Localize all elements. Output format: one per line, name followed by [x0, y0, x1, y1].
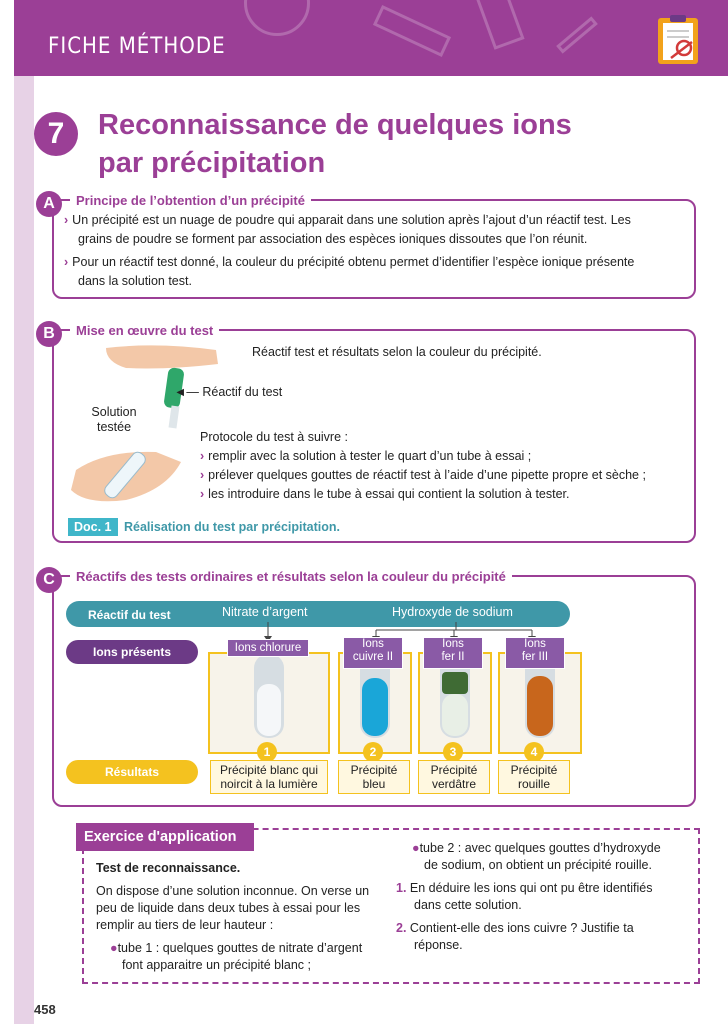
reagent-header: Réactif du test — [88, 608, 171, 622]
exercise-tube2-line1: tube 2 : avec quelques gouttes d’hydroxyde — [419, 841, 661, 855]
section-b-caption: Réactif test et résultats selon la couleur du précipité. — [252, 345, 542, 359]
result-4-line1: Précipité — [510, 763, 558, 777]
exercise-tube1-line1: tube 1 : quelques gouttes de nitrate d’argent — [117, 941, 363, 955]
question-2-line2: réponse. — [414, 938, 463, 952]
reagent-sodium-hydroxide: Hydroxyde de sodium — [392, 605, 513, 619]
exercise-left — [96, 860, 386, 974]
reagent-silver-nitrate: Nitrate d’argent — [222, 605, 308, 619]
question-1-line2: dans cette solution. — [414, 898, 522, 912]
result-2-line2: bleu — [362, 777, 386, 791]
question-2-number: 2. — [396, 921, 407, 935]
bullet-icon: ● — [412, 841, 420, 855]
question-1-number: 1. — [396, 881, 407, 895]
reagent-label — [174, 383, 282, 402]
protocol-step-3: les introduire dans le tube à essai qui contient la solution à tester. — [208, 487, 570, 501]
result-num-4: 4 — [524, 742, 544, 762]
ion-label-1-text: Ions chlorure — [234, 642, 302, 654]
doc-caption: Réalisation du test par précipitation. — [124, 520, 341, 534]
section-a-badge: A — [36, 191, 62, 217]
exercise-intro-2: peu de liquide dans deux tubes à essai pour les — [96, 901, 361, 915]
title-line-2: par précipitation — [98, 147, 326, 179]
bullet-icon: ● — [110, 941, 118, 955]
result-1 — [210, 760, 328, 794]
result-4-line2: rouille — [517, 777, 550, 791]
question-2-line1: Contient-elle des ions cuivre ? Justifie ta — [409, 921, 634, 935]
result-3 — [418, 760, 490, 794]
exercise-tab: Exercice d'application — [76, 823, 254, 851]
exercise-tube2-line2: de sodium, on obtient un précipité rouille. — [424, 858, 652, 872]
left-margin-band — [14, 76, 34, 1024]
section-a-p1-line1: Un précipité est un nuage de poudre qui apparait dans une solution après l’ajout d’un réactif test. Les — [72, 213, 631, 227]
section-a-p2-line1: Pour un réactif test donné, la couleur du précipité obtenu permet d’identifier l’espèce ionique présente — [72, 255, 635, 269]
section-b-title: Mise en œuvre du test — [70, 323, 219, 338]
chevron-right-icon: › — [64, 213, 69, 227]
ion-label-4 — [505, 637, 565, 669]
section-b-badge: B — [36, 321, 62, 347]
solution-label-line1: Solution — [91, 405, 137, 419]
ion-label-3-line2: fer II — [441, 651, 465, 663]
arrow-left-icon: ◄— — [174, 385, 199, 399]
reagent-label-text: Réactif du test — [202, 385, 283, 399]
result-3-line1: Précipité — [430, 763, 478, 777]
protocol — [200, 428, 680, 504]
section-a-text — [64, 211, 684, 291]
question-1-line1: En déduire les ions qui ont pu être identifiés — [409, 881, 653, 895]
page-number: 458 — [34, 1002, 56, 1017]
result-1-line1: Précipité blanc qui — [219, 763, 319, 777]
section-a-p1-line2: grains de poudre se forment par association des espèces ioniques dissoutes que l’on réunit. — [78, 232, 588, 246]
protocol-title: Protocole du test à suivre : — [200, 430, 348, 444]
result-num-3: 3 — [443, 742, 463, 762]
protocol-step-2: prélever quelques gouttes de réactif test à l’aide d’une pipette propre et sèche ; — [208, 468, 646, 482]
section-c-badge: C — [36, 567, 62, 593]
section-a-title: Principe de l’obtention d’un précipité — [70, 193, 311, 208]
result-num-2: 2 — [363, 742, 383, 762]
doc-tag: Doc. 1 — [68, 518, 118, 536]
result-3-line2: verdâtre — [431, 777, 477, 791]
method-number-badge: 7 — [34, 112, 78, 156]
result-4 — [498, 760, 570, 794]
page-title — [98, 106, 572, 182]
solution-label-line2: testée — [96, 420, 132, 434]
chevron-right-icon: › — [200, 468, 205, 482]
ion-label-3 — [423, 637, 483, 669]
exercise-intro-3: remplir au tiers de leur hauteur : — [96, 918, 274, 932]
result-2 — [338, 760, 410, 794]
protocol-step-1: remplir avec la solution à tester le quart d’un tube à essai ; — [208, 449, 532, 463]
section-c-title: Réactifs des tests ordinaires et résultats selon la couleur du précipité — [70, 569, 512, 584]
result-num-1: 1 — [257, 742, 277, 762]
ion-label-4-line2: fer III — [521, 651, 549, 663]
magnifier-decoration-icon — [244, 0, 310, 36]
pencil-decoration-icon — [556, 16, 598, 53]
chevron-right-icon: › — [200, 487, 205, 501]
exercise-right — [396, 840, 686, 954]
page-header — [14, 0, 728, 76]
title-line-1: Reconnaissance de quelques ions — [98, 109, 572, 141]
chevron-right-icon: › — [64, 255, 69, 269]
ion-label-2-line1: Ions — [362, 638, 384, 650]
result-2-line1: Précipité — [350, 763, 398, 777]
results-header: Résultats — [66, 760, 198, 784]
chevron-right-icon: › — [200, 449, 205, 463]
exercise-intro-1: On dispose d’une solution inconnue. On verse un — [96, 884, 370, 898]
tube-frame-1 — [208, 652, 330, 754]
result-1-line2: noircit à la lumière — [220, 777, 318, 791]
tube-decoration-icon — [475, 0, 524, 50]
ions-header: Ions présents — [66, 640, 198, 664]
ion-label-3-line1: Ions — [442, 638, 464, 650]
header-title: FICHE MÉTHODE — [48, 34, 226, 59]
ion-label-2 — [343, 637, 403, 669]
solution-label — [88, 405, 140, 435]
exercise-subtitle: Test de reconnaissance. — [96, 861, 241, 875]
ruler-decoration-icon — [373, 5, 451, 57]
exercise-tube1-line2: font apparaitre un précipité blanc ; — [122, 958, 312, 972]
ion-label-2-line2: cuivre II — [352, 651, 394, 663]
ion-label-1 — [227, 639, 309, 657]
clipboard-icon — [654, 14, 702, 66]
ion-label-4-line1: Ions — [524, 638, 546, 650]
section-a-p2-line2: dans la solution test. — [78, 274, 192, 288]
